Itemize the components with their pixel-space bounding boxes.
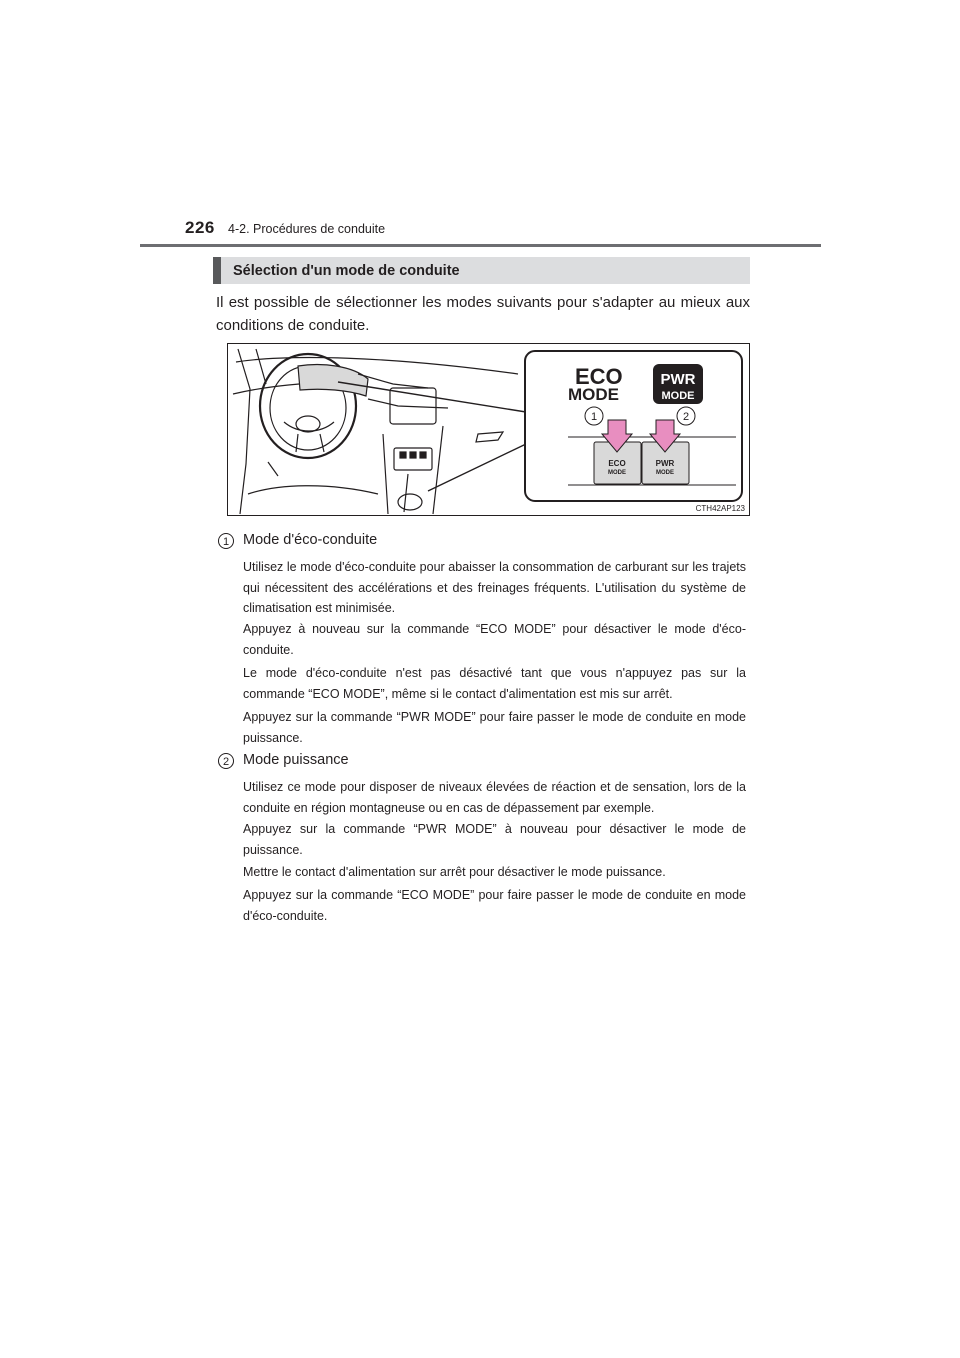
eco-paragraph-4: Appuyez sur la commande “PWR MODE” pour faire passer le mode de conduite en mode puissance. [243,710,746,745]
section-marker [213,257,221,284]
eco-logo-line1: ECO [575,364,623,389]
dashboard-illustration [227,343,750,516]
header-rule [140,244,821,247]
pwr-logo-line1: PWR [660,371,696,388]
item-number-2: 2 [218,753,234,769]
power-paragraph-3: Mettre le contact d'alimentation sur arrêt pour désactiver le mode puissance. [243,865,666,879]
power-paragraph-1: Utilisez ce mode pour disposer de niveaux élevées de réaction et de sensation, lors de la conduite en région montagneuse ou en cas de dépassement par exemple. [243,780,746,815]
eco-button-line1: ECO [608,459,626,468]
power-paragraph-2: Appuyez sur la commande “PWR MODE” à nouveau pour désactiver le mode de puissance. [243,822,746,857]
dashboard-drawing [228,344,750,516]
eco-button-line2: MODE [608,470,626,476]
figure-code: CTH42AP123 [695,504,745,513]
power-paragraph-4: Appuyez sur la commande “ECO MODE” pour faire passer le mode de conduite en mode d'éco-conduite. [243,888,746,923]
callout-2-label: 2 [682,411,690,423]
section-heading [213,257,750,284]
page-number: 226 [185,218,215,237]
item-title-power: Mode puissance [243,752,349,768]
eco-paragraph-2: Appuyez à nouveau sur la commande “ECO MODE” pour désactiver le mode d'éco-conduite. [243,622,746,657]
pwr-logo-line2: MODE [661,390,695,402]
section-intro: Il est possible de sélectionner les modes suivants pour s'adapter au mieux aux conditions de conduite. [216,294,750,334]
callout-1-label: 1 [590,411,598,423]
pwr-button-line1: PWR [655,459,675,468]
pwr-button-line2: MODE [656,470,674,476]
eco-paragraph-3: Le mode d'éco-conduite n'est pas désactivé tant que vous n'appuyez pas sur la commande “ECO MODE”, même si le contact d'alimentation est mis sur arrêt. [243,666,746,701]
chapter-title: 4-2. Procédures de conduite [228,222,386,236]
item-number-1: 1 [218,533,234,549]
eco-logo-line2: MODE [568,385,619,404]
eco-paragraph-1: Utilisez le mode d'éco-conduite pour abaisser la consommation de carburant sur les trajets qui nécessitent des accélérations et des freinages fréquents. L'utilisation du système de climatisation est minimisée. [243,560,746,615]
section-title: Sélection d'un mode de conduite [233,262,460,279]
item-title-eco: Mode d'éco-conduite [243,532,378,548]
